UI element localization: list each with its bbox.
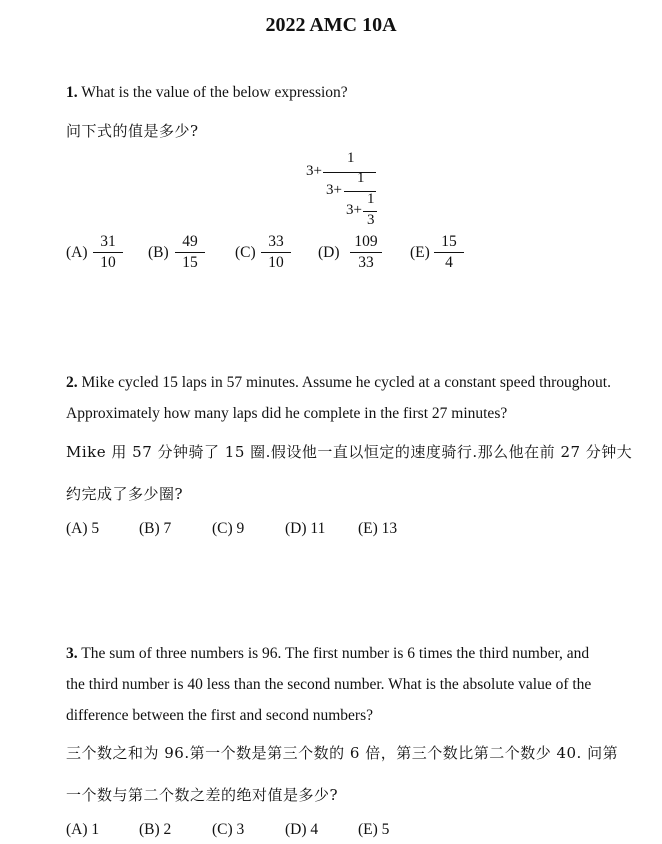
expr-term-2: 3+ [326,182,342,198]
q3-choice-a: (A) 1 [66,821,100,838]
q2-choice-d: (D) 11 [285,520,326,537]
q2-text-zh-line2: 约完成了多少圈? [66,485,184,503]
q2-choice-b: (B) 7 [139,520,172,537]
q3-choice-c: (C) 3 [212,821,245,838]
q3-prompt-en-line1 [66,645,589,663]
expr-num-3: 1 [367,191,375,207]
q1-choice-a-bar [93,252,123,253]
q1-text-zh: 问下式的值是多少? [66,122,199,140]
q1-choice-e-label: (E) [410,244,430,261]
q1-choice-b-bar [175,252,205,253]
q1-choice-d-bar [350,252,382,253]
expr-bar-1 [323,172,376,173]
q2-text-zh-line1: Mike 用 57 分钟骑了 15 圈.假设他一直以恒定的速度骑行.那么他在前 27 分钟大 [66,443,633,461]
q2-choice-a: (A) 5 [66,520,100,537]
expr-num-1: 1 [347,150,355,166]
q3-text-zh-line2: 一个数与第二个数之差的绝对值是多少? [66,786,339,804]
q1-choice-b-label: (B) [148,244,169,261]
q2-text-en-line2: Approximately how many laps did he complete in the first 27 minutes? [66,405,508,422]
q3-text-en-line3: difference between the first and second numbers? [66,707,374,724]
q1-choice-a-fraction [93,233,123,272]
q1-choice-a-num: 31 [100,233,116,250]
q1-choice-c-den: 10 [268,254,284,271]
q1-choice-c-fraction [261,233,291,272]
q1-choice-c-label: (C) [235,244,256,261]
q3-text-en-line2: the third number is 40 less than the second number. What is the absolute value of the [66,676,592,693]
q3-text-en-line1: The sum of three numbers is 96. The first number is 6 times the third number, and [81,645,590,662]
q1-choice-e-fraction [434,233,464,272]
q3-choice-b: (B) 2 [139,821,172,838]
q1-choice-a-label: (A) [66,244,88,261]
q3-choice-d: (D) 4 [285,821,319,838]
q3-choice-e: (E) 5 [358,821,390,838]
expr-den-3: 3 [367,212,375,228]
expr-term-3: 3+ [346,202,362,218]
q1-choice-b-num: 49 [182,233,198,250]
q2-choice-c: (C) 9 [212,520,245,537]
q1-choice-e-num: 15 [441,233,457,250]
q2-number: 2. [66,374,78,391]
expr-term-1: 3+ [306,163,322,179]
q1-choice-d-label: (D) [318,244,340,261]
q2-choice-e: (E) 13 [358,520,398,537]
q1-choice-d-fraction [350,233,382,272]
q2-prompt-en-line1 [66,374,611,392]
q1-choice-c-bar [261,252,291,253]
q3-number: 3. [66,645,78,662]
q1-number: 1. [66,84,78,101]
page-title: 2022 AMC 10A [265,14,397,36]
q1-choice-e-bar [434,252,464,253]
q1-choice-d-den: 33 [358,254,374,271]
q1-choice-b-den: 15 [182,254,198,271]
q2-text-en-line1: Mike cycled 15 laps in 57 minutes. Assume he cycled at a constant speed throughout. [81,374,611,391]
q1-prompt-en [66,84,348,102]
expr-num-2: 1 [357,170,365,186]
q1-choice-e-den: 4 [445,254,453,271]
q1-text-en: What is the value of the below expression? [81,84,348,101]
q3-text-zh-line1: 三个数之和为 96.第一个数是第三个数的 6 倍，第三个数比第二个数少 40. 问第 [66,744,619,762]
q1-choice-a-den: 10 [100,254,116,271]
q1-choice-b-fraction [175,233,205,272]
q1-choice-c-num: 33 [268,233,284,250]
q1-choice-d-num: 109 [354,233,378,250]
